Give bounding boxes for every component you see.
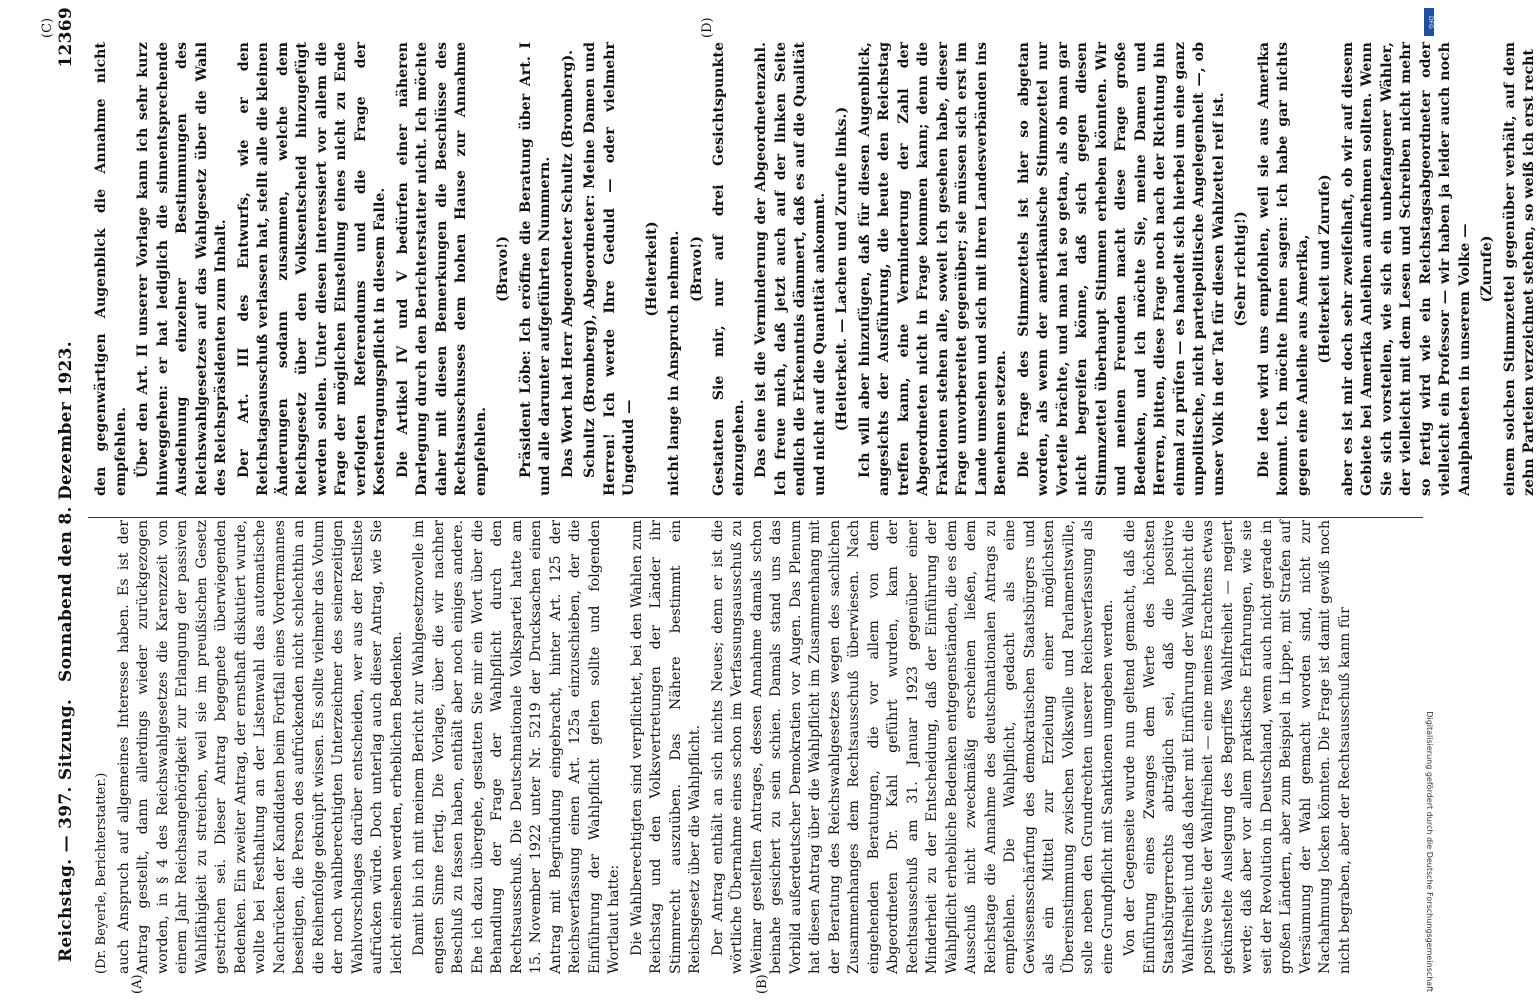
column-right (92, 42, 1537, 496)
margin-letter-b: (B) (755, 974, 770, 994)
quoted-motion: Die Wahlberechtigten sind verpflichtet, bei den Wahlen zum Reichstag und den Volksvertretungen der Länder ihr Stimmrecht auszuüben. Das Nähere bestimmt ein Reichsgesetz über die Wahlpflicht. (628, 520, 703, 974)
credit-text: Digitalisierung gefördert durch die Deutsche Forschungsgemeinschaft (1425, 711, 1434, 992)
margin-letter-a: (A) (130, 974, 145, 994)
paragraph: Gestatten Sie mir, nur auf drei Gesichtspunkte einzugehen. (711, 42, 747, 496)
margin-letter-c: (C) (40, 17, 55, 38)
paragraph: Die Frage des Stimmzettels ist hier so abgetan worden, als wenn der amerikanische Stimmzettel nur Vorteile brächte, und man hat so getan, als ob man gar nicht begreifen könne, daß sich gegen diesen Stimmzettel überhaupt Stimmen erheben könnten. Wir und meinen Freunden macht diese Frage große Bedenken, und ich möchte Sie, meine Damen und Herren, bitten, diese Frage noch nach der Richtung hin einmal zu prüfen — es handelt sich hierbei um eine ganz unpolitische, nicht parteipolitische Angelegenheit —, ob unser Volk in der Tat für diesen Wahlzettel reif ist. (1015, 42, 1227, 496)
digitization-credit (1424, 8, 1432, 992)
paragraph: Der Antrag enthält an sich nichts Neues; denn er ist die wörtliche Übernahme eines schon im Verfassungsausschuß zu Weimar gestellten Antrages, dessen Annahme damals schon beinahe gesichert zu sein schien. Damals stand uns das Vorbild außerdeutscher Demokratien vor Augen. Das Plenum hat diesen Antrag über die Wahlpflicht im Zusammenhang mit der Beratung des Reichswahlgesetzes wegen des sachlichen Zusammenhanges dem Rechtsausschuß überwiesen. Nach eingehenden Beratungen, die vor allem von dem Abgeordneten Dr. Kahl geführt wurden, kam der Rechtsausschuß am 31. Januar 1923 gegenüber einer Minderheit zu der Entscheidung, daß der Einführung der Wahlpflicht erhebliche Bedenken entgegenständen, die es dem Ausschuß nicht zweckmäßig erscheinen ließen, dem Reichstage die Annahme des deutschnationalen Antrags zu empfehlen. Die Wahlpflicht, gedacht als eine Gewissensschärfung des demokratischen Staatsbürgers und als ein Mittel zur Erzielung einer möglichsten Übereinstimmung zwischen Volkswille und Parlamentswille, solle neben den Grundrechten unserer Reichsverfassung als eine Grundpflicht mit Sanktionen umgeben werden. (709, 520, 1116, 974)
paragraph: Die Idee wird uns empfohlen, weil sie aus Amerika kommt. Ich möchte Ihnen sagen: ich habe gar nichts gegen eine Anleihe aus Amerika, (1255, 42, 1311, 496)
speaker-schultz: Schultz (Bromberg), Abgeordneter: Meine Damen und Herren! Ich werde Ihre Geduld — oder vielmehr Ungeduld — (582, 42, 637, 496)
dfg-logo: DFG (1424, 8, 1434, 36)
column-left (92, 520, 1422, 974)
interjection: (Bravo!) (495, 235, 511, 303)
paragraph: Damit bin ich mit meinem Bericht zur Wahlgesetznovelle im engsten Sinne fertig. Die Vorlage, über die wir nachher Beschluß zu fassen haben, enthält aber noch einiges andere. Ehe ich dazu übergehe, gestatten Sie mir ein Wort über die Behandlung der Frage der Wahlpflicht durch den Rechtsausschuß. Die Deutschnationale Volkspartei hatte am 15. November 1922 unter Nr. 5219 der Drucksachen einen Antrag mit Begründung eingebracht, hinter Art. 125 der Reichsverfassung einen Art. 125a einzuschieben, der die Einführung der Wahlpflicht gelten sollte und folgenden Wortlaut hatte: (411, 520, 622, 974)
paragraph: auch Anspruch auf allgemeines Interesse haben. Es ist der Antrag gestellt, dann allerdings wieder zurückgezogen worden, in § 4 des Reichswahlgesetzes die Karenzzeit von einem Jahr Reichsangehörigkeit zur Erlangung der passiven Wahlfähigkeit zu streichen, weil sie im preußischen Gesetz gestrichen sei. Dieser Antrag begegnete überwiegenden Bedenken. Ein zweiter Antrag, der ernsthaft diskutiert wurde, wollte bei Festhaltung an der Listenwahl das automatische Nachrücken der Kandidaten beim Fortfall eines Vordermannes beseitigen, die Person des aufrückenden nicht schlechthin an die Reihenfolge geknüpft wissen. Es sollte vielmehr das Votum der noch wahlberechtigten Unterzeichner des seinerzeitigen Wahlvorschlages darüber entscheiden, wer aus der Restliste aufrücken würde. Doch unterlag auch dieser Antrag, wie Sie leicht einsehen werden, erheblichen Bedenken. (115, 520, 405, 974)
paragraph: Das Wort hat Herr Abgeordneter Schultz (Bromberg). (559, 49, 576, 478)
interjection: (Sehr richtig!) (1233, 211, 1249, 327)
column-divider (88, 517, 1423, 518)
paragraph: den gegenwärtigen Augenblick die Annahme nicht empfehlen. (93, 42, 129, 496)
paragraph: einem solchen Stimmzettel gegenüber verhält, auf dem zehn Parteien verzeichnet stehen, so weiß ich erst recht (1501, 42, 1537, 496)
interjection: (Zurufe) (1479, 235, 1495, 303)
header-date: Sonnabend den 8. Dezember 1923. (56, 341, 76, 682)
speaker-president: Präsident Löbe: Ich eröffne die Beratung über Art. I und alle darunter aufgeführten Nummern. (517, 42, 553, 496)
interjection: (Heiterkeit und Zurufe) (1317, 174, 1333, 364)
page-header (52, 7, 78, 962)
paragraph: Ich will aber hinzufügen, daß für diesen Augenblick, angesichts der Ausführung, die heute den Reichstag treffen kann, eine Verminderung der Zahl der Abgeordneten nicht in Frage kommen kann; denn die Fraktionen stehen alle, soweit ich gesehen habe, dieser Frage unvorbereitet gegenüber; sie müssen sich erst im Lande umsehen und sich mit ihren Landesverbänden ins Benehmen setzen. (856, 42, 1009, 496)
paragraph: Von der Gegenseite wurde nun geltend gemacht, daß die Einführung eines Zwanges dem Werte des höchsten Staatsbürgerrechts abträglich sei, daß die positive Wahlfreiheit und daß daher mit Einführung der Wahlpflicht die positive Seite der Wahlfreiheit — eine meines Erachtens etwas gekünstelte Auslegung des Begriffes Wahlfreiheit — negiert werde; daß aber vor allem praktische Erfahrungen, wie sie seit der Revolution in Deutschland, wenn auch nicht gerade in großen Ländern, aber zum Beispiel in Lippe, mit Strafen auf Versäumung der Wahl gemacht worden sind, nicht zur Nachahmung locken könnten. Die Frage ist damit gewiß noch nicht begraben, aber der Rechtsausschuß kann für (1122, 520, 1353, 974)
header-left: Reichstag. — 397. Sitzung. (56, 698, 76, 962)
paragraph: Der Art. III des Entwurfs, wie er den Reichstagsausschuß verlassen hat, stellt alle die kleinen Änderungen sodann zusammen, welche dem Reichsgesetz über den Volksentscheid hinzugefügt werden sollen. Unter diesen interessiert vor allem die Frage der möglichen Einstellung eines nicht zu Ende verfolgten Referendums und die Frage der Kostentragungspflicht in diesem Falle. (235, 42, 388, 496)
paragraph: aber es ist mir doch sehr zweifelhaft, ob wir auf diesem Gebiete bei Amerika Anleihen aufnehmen sollten. Wenn Sie sich vorstellen, wie sich ein unbefangener Wähler, der vielleicht mit dem Lesen und Schreiben nicht mehr so fertig wird wie ein Reichstagsabgeordneter oder vielleicht ein Professor — wir haben ja leider auch noch Analphabeten in unserem Volke — (1339, 42, 1473, 496)
interjection: (Heiterkeit. — Lachen und Zurufe links.) (834, 106, 850, 432)
page-number: 12369 (56, 7, 76, 68)
interjection: (Bravo!) (688, 235, 705, 303)
paragraph: Über den Art. II unserer Vorlage kann ich sehr kurz hinweggehen: er hat lediglich die sinnentsprechende Ausdehnung einzelner Bestimmungen des Reichswahlgesetzes auf das Wahlgesetz über die Wahl des Reichspräsidenten zum Inhalt. (135, 42, 229, 496)
margin-letter-d: (D) (700, 17, 715, 38)
paragraph: Das eine ist die Verminderung der Abgeordnetenzahl. Ich freue mich, daß jetzt auch auf der linken Seite endlich die Erkenntnis dämmert, daß es auf die Qualität und nicht auf die Quantität ankommt. (753, 42, 828, 496)
paragraph: nicht lange in Anspruch nehmen. (666, 230, 682, 496)
paragraph: Die Artikel IV und V bedürfen einer näheren Darlegung durch den Berichterstatter nicht. Ich möchte daher mit diesen Bemerkungen die Beschlüsse des Rechtsausschusses dem hohen Hause zur Annahme empfehlen. (394, 42, 489, 496)
interjection: (Heiterkeit) (643, 221, 660, 317)
speaker-tag: (Dr. Beyerle, Berichterstatter.) (94, 772, 109, 974)
